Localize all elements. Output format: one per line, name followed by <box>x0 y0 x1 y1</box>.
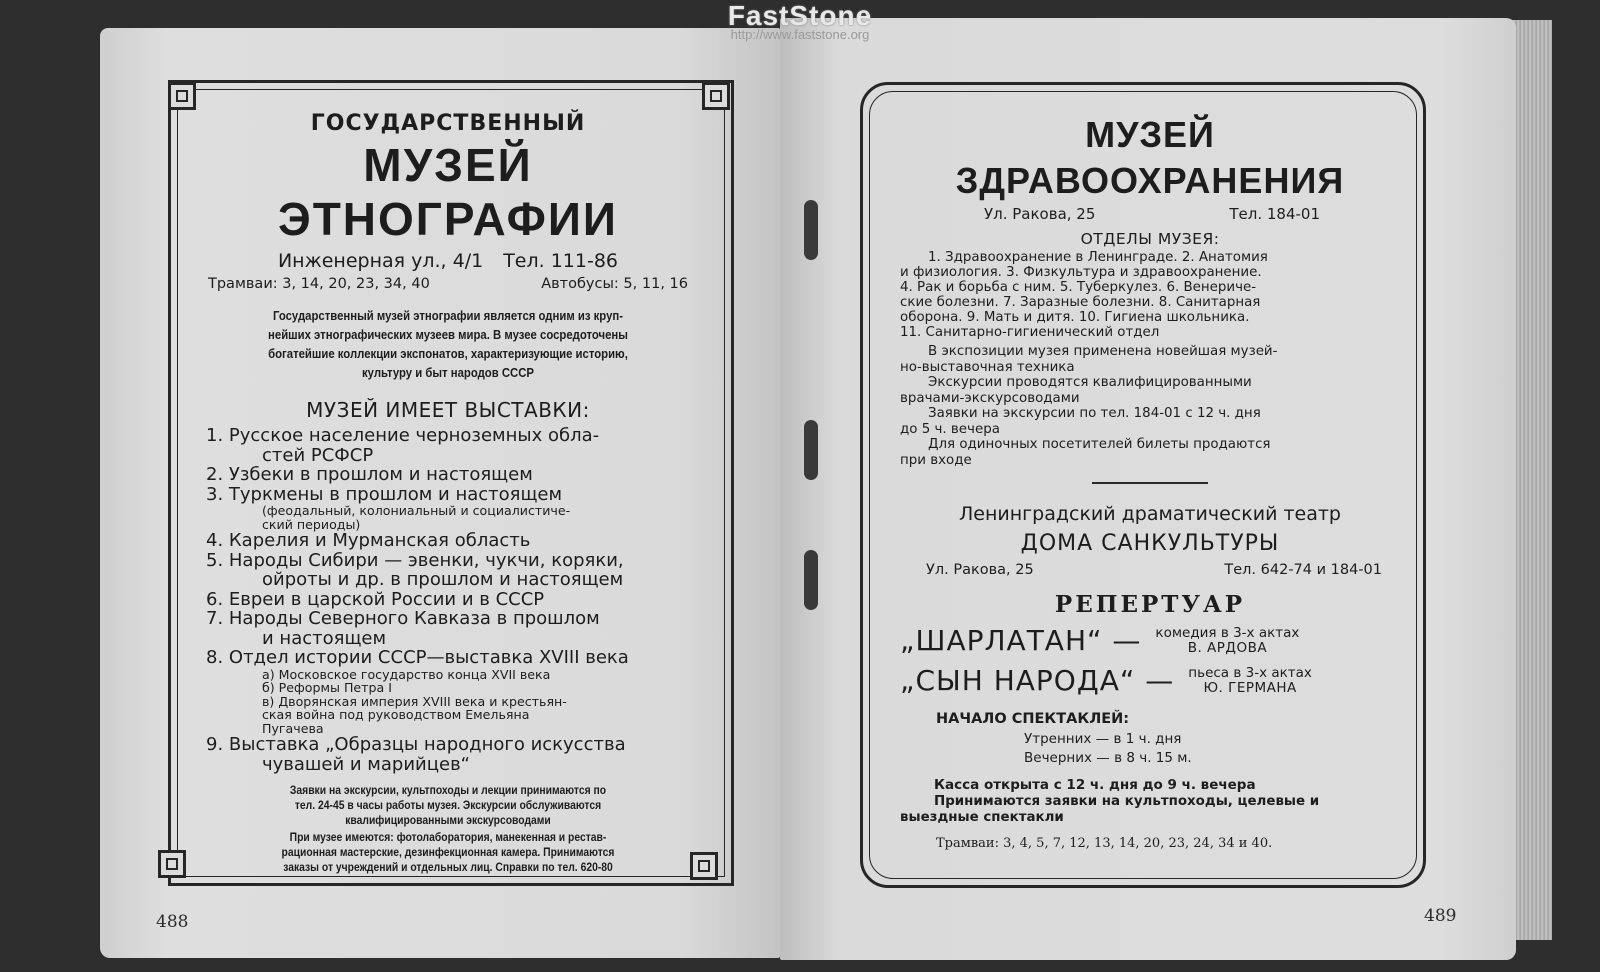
corner-ornament <box>690 852 718 880</box>
exhibit-item <box>206 590 700 610</box>
footer-line: При музее имеются: фотолаборатория, манекенная и рестав- <box>289 832 607 844</box>
museum-note <box>900 375 1400 406</box>
exhibit-title: 1. Русское население черноземных обла- <box>206 425 600 446</box>
play-genre: пьеса в 3-х актах <box>1188 665 1312 681</box>
orders-line: Принимаются заявки на культпоходы, целевые и <box>934 794 1320 809</box>
exhibit-item <box>206 648 700 735</box>
intro-line: богатейшие коллекции экспонатов, характеризующие историю, <box>268 346 628 361</box>
note-line: но-выставочная техника <box>900 359 1075 375</box>
corner-ornament <box>168 82 196 110</box>
exhibit-continuation: чувашей и марийцев“ <box>262 753 471 775</box>
exhibits-heading: МУЗЕЙ ИМЕЕТ ВЫСТАВКИ: <box>306 398 590 422</box>
orders-line: выездные спектакли <box>900 810 1064 825</box>
binding-hole <box>804 550 818 610</box>
exhibit-title: 3. Туркмены в прошлом и настоящем <box>206 483 563 505</box>
theatre-subtitle: ДОМА САНКУЛЬТУРЫ <box>1020 531 1280 556</box>
play-item <box>900 664 1400 698</box>
exhibit-subitem: Пугачева <box>262 720 324 736</box>
exhibit-item <box>206 551 700 590</box>
intro-line: культуру и быт народов СССР <box>361 365 534 380</box>
orders-info <box>900 794 1400 826</box>
museum-title: МУЗЕЙ ЭТНОГРАФИИ <box>277 139 618 245</box>
note-line: до 5 ч. вечера <box>900 421 1000 437</box>
showtime-line: Утренних — в 1 ч. дня <box>1024 731 1182 747</box>
department-line: 1. Здравоохранение в Ленинграде. 2. Анатомия <box>928 250 1268 265</box>
exhibit-continuation: ойроты и др. в прошлом и настоящем <box>262 569 624 590</box>
phone: Тел. 111-86 <box>503 250 619 272</box>
departments-list <box>900 250 1400 340</box>
department-line: 11. Санитарно-гигиенический отдел <box>900 325 1160 340</box>
note-line: Экскурсии проводятся квалифицированными <box>928 375 1252 390</box>
exhibit-title: 4. Карелия и Мурманская область <box>206 530 531 551</box>
health-museum-title: МУЗЕЙ ЗДРАВООХРАНЕНИЯ <box>955 114 1345 201</box>
museum-note <box>900 437 1400 468</box>
exhibit-subitem: а) Московское государство конца XVII века <box>262 666 551 682</box>
watermark-url: http://www.faststone.org <box>730 27 870 42</box>
binding-hole <box>804 200 818 260</box>
intro-line: нейших этнографических музеев мира. В музее сосредоточены <box>268 327 628 342</box>
page-edges <box>1512 20 1552 940</box>
exhibit-item <box>206 465 700 485</box>
exhibit-subitem: (феодальный, колониальный и социалистиче- <box>262 503 571 518</box>
transport-row <box>196 274 700 294</box>
play-description <box>1155 626 1299 656</box>
repertoire-heading: РЕПЕРТУАР <box>1054 591 1246 618</box>
exhibit-subitem: б) Реформы Петра I <box>262 680 392 695</box>
exhibit-continuation: стей РСФСР <box>262 444 374 466</box>
watermark <box>700 0 900 42</box>
showtimes-heading: НАЧАЛО СПЕКТАКЛЕЙ: <box>936 711 1130 727</box>
health-museum-ad <box>900 112 1400 854</box>
intro-line: Государственный музей этнографии является одним из круп- <box>272 308 624 323</box>
kicker: ГОСУДАРСТВЕННЫЙ <box>310 111 586 136</box>
play-genre: комедия в 3-х актах <box>1155 625 1300 641</box>
museum-note <box>900 406 1400 437</box>
exhibit-item <box>206 485 700 532</box>
museum-note <box>900 344 1400 375</box>
exhibit-item <box>206 426 700 465</box>
divider <box>1092 482 1208 484</box>
page-number-right: 489 <box>1424 906 1457 926</box>
department-line: 4. Рак и борьба с ним. 5. Туберкулез. 6. Венериче- <box>900 280 1257 295</box>
exhibit-continuation: и настоящем <box>262 627 387 649</box>
address-row <box>900 204 1400 224</box>
play-title: „ШАРЛАТАН“ — <box>900 624 1142 657</box>
address-row <box>196 248 700 274</box>
exhibit-subitem: ский периоды) <box>262 516 361 532</box>
footer-line: заказы от учреждений и отдельных лиц. Справки по тел. 620-80 <box>283 862 613 874</box>
departments-heading: ОТДЕЛЫ МУЗЕЯ: <box>1080 230 1220 248</box>
play-title: „СЫН НАРОДА“ — <box>900 664 1175 697</box>
exhibit-subitem: в) Дворянская империя XVIII века и крестьян- <box>262 693 567 709</box>
exhibit-item <box>206 609 700 648</box>
department-line: ские болезни. 7. Заразные болезни. 8. Санитарная <box>900 295 1261 310</box>
box-office: Касса открыта с 12 ч. дня до 9 ч. вечера <box>934 777 1256 793</box>
footer-line: тел. 24-45 в часы работы музея. Экскурсии обслуживаются <box>294 800 602 812</box>
exhibit-title: 8. Отдел истории СССР—выставка XVIII века <box>206 647 629 668</box>
play-author: В. АРДОВА <box>1187 640 1268 656</box>
play-description <box>1188 666 1312 696</box>
showtime-line: Вечерних — в 8 ч. 15 м. <box>1024 750 1192 766</box>
footer-line: рационная мастерские, дезинфекционная камера. Принимаются <box>281 847 615 859</box>
phone: Тел. 184-01 <box>1229 205 1320 223</box>
exhibit-title: 6. Евреи в царской России и в СССР <box>206 588 545 610</box>
department-line: оборона. 9. Мать и дитя. 10. Гигиена школьника. <box>900 310 1250 325</box>
theatre-phone: Тел. 642-74 и 184-01 <box>1224 562 1382 578</box>
address: Инженерная ул., 4/1 <box>277 250 484 272</box>
note-line: Для одиночных посетителей билеты продаются <box>928 437 1271 452</box>
binding-hole <box>804 420 818 480</box>
museum-notes <box>900 344 1400 468</box>
buses: Автобусы: 5, 11, 16 <box>541 276 688 292</box>
page-number-left: 488 <box>156 912 189 932</box>
theatre-address-row <box>900 560 1400 580</box>
play-item <box>900 624 1400 658</box>
trams: Трамваи: 3, 14, 20, 23, 34, 40 <box>208 276 430 292</box>
note-line: врачами-экскурсоводами <box>900 390 1080 406</box>
showtimes-list <box>900 730 1400 768</box>
plays-list <box>900 624 1400 698</box>
note-line: при входе <box>900 452 972 468</box>
exhibit-item <box>206 735 700 774</box>
theatre-name: Ленинградский драматический театр <box>959 503 1341 525</box>
footer-facilities <box>221 831 675 876</box>
exhibits-list <box>196 426 700 774</box>
play-author: Ю. ГЕРМАНА <box>1203 680 1297 696</box>
exhibit-title: 7. Народы Северного Кавказа в прошлом <box>206 608 600 629</box>
theatre-trams: Трамваи: 3, 4, 5, 7, 12, 13, 14, 20, 23, 24, 34 и 40. <box>936 836 1273 851</box>
exhibit-subitem: ская война под руководством Емельяна <box>262 707 530 722</box>
footer-line: квалифицированными экскурсоводами <box>345 815 551 827</box>
address: Ул. Ракова, 25 <box>984 205 1096 223</box>
exhibit-title: 2. Узбеки в прошлом и настоящем <box>206 464 533 485</box>
watermark-brand: FastStone <box>727 0 873 31</box>
theatre-address: Ул. Ракова, 25 <box>926 562 1034 578</box>
footer-excursions <box>221 784 675 829</box>
ethnography-museum-ad <box>196 110 700 876</box>
note-line: В экспозиции музея применена новейшая музей- <box>928 344 1278 359</box>
exhibit-title: 9. Выставка „Образцы народного искусства <box>206 734 626 755</box>
corner-ornament <box>702 82 730 110</box>
exhibit-item <box>206 531 700 551</box>
note-line: Заявки на экскурсии по тел. 184-01 с 12 ч. дня <box>928 406 1261 421</box>
footer-line: Заявки на экскурсии, культпоходы и лекции принимаются по <box>289 785 607 797</box>
intro-paragraph <box>231 306 664 382</box>
department-line: и физиология. 3. Физкультура и здравоохранение. <box>900 265 1262 280</box>
corner-ornament <box>158 850 186 878</box>
exhibit-title: 5. Народы Сибири — эвенки, чукчи, коряки, <box>206 549 624 571</box>
